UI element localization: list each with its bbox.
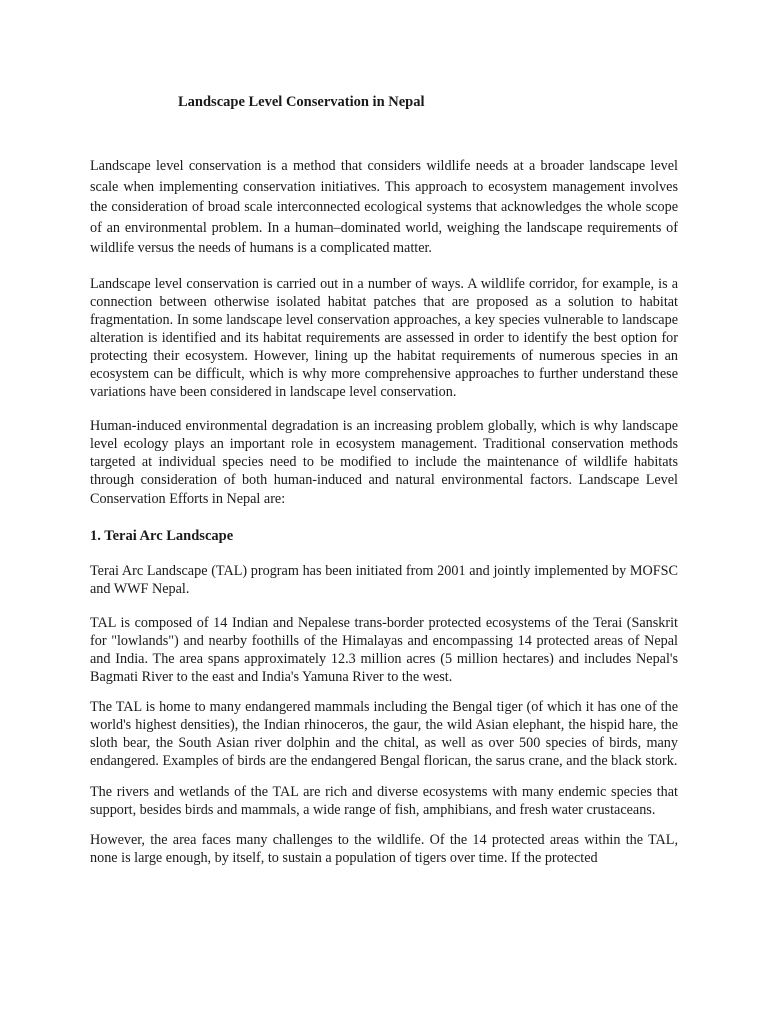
document-page xyxy=(90,92,678,867)
paragraph-tal-program: Terai Arc Landscape (TAL) program has been initiated from 2001 and jointly implemented by MOFSC and WWF Nepal. xyxy=(90,562,678,597)
paragraph-tal-mammals: The TAL is home to many endangered mammals including the Bengal tiger (of which it has one of the world's highest densities), the Indian rhinoceros, the gaur, the wild Asian elephant, the hispid hare, the sloth bear, the South Asian river dolphin and the chital, as well as over 500 species of birds, many endangered. Examples of birds are the endangered Bengal florican, the sarus crane, and the black stork. xyxy=(90,699,678,770)
paragraph-tal-composition: TAL is composed of 14 Indian and Nepalese trans-border protected ecosystems of the Terai (Sanskrit for "lowlands") and nearby foothills of the Himalayas and encompassing 14 protected areas of Nepal and India. The area spans approximately 12.3 million acres (5 million hectares) and includes Nepal's Bagmati River to the east and India's Yamuna River to the west. xyxy=(90,614,678,686)
paragraph-methods: Landscape level conservation is carried out in a number of ways. A wildlife corridor, for example, is a connection between otherwise isolated habitat patches that are proposed as a solution to habitat fragmentation. In some landscape level conservation approaches, a key species vulnerable to landscape alteration is identified and its habitat requirements are assessed in order to identify the best option for protecting their ecosystem. However, lining up the habitat requirements of numerous species in an ecosystem can be difficult, which is why more comprehensive approaches to further understand these variations have been considered in landscape level conservation. xyxy=(90,275,678,401)
paragraph-tal-challenges: However, the area faces many challenges to the wildlife. Of the 14 protected areas within the TAL, none is large enough, by itself, to sustain a population of tigers over time. If the protected xyxy=(90,831,678,866)
paragraph-tal-rivers: The rivers and wetlands of the TAL are rich and diverse ecosystems with many endemic species that support, besides birds and mammals, a wide range of fish, amphibians, and fresh water crustaceans. xyxy=(90,783,678,818)
section-heading-terai-arc: 1. Terai Arc Landscape xyxy=(90,527,234,544)
document-title: Landscape Level Conservation in Nepal xyxy=(178,94,425,110)
paragraph-degradation: Human-induced environmental degradation is an increasing problem globally, which is why landscape level ecology plays an important role in ecosystem management. Traditional conservation methods targeted at individual species need to be modified to include the maintenance of wildlife habitats through consideration of both human-induced and natural environmental factors. Landscape Level Conservation Efforts in Nepal are: xyxy=(90,418,678,507)
paragraph-intro: Landscape level conservation is a method that considers wildlife needs at a broader landscape level scale when implementing conservation initiatives. This approach to ecosystem management involves the consideration of broad scale interconnected ecological systems that acknowledges the whole scope of an environmental problem. In a human–dominated world, weighing the landscape requirements of wildlife versus the needs of humans is a complicated matter. xyxy=(90,158,678,256)
